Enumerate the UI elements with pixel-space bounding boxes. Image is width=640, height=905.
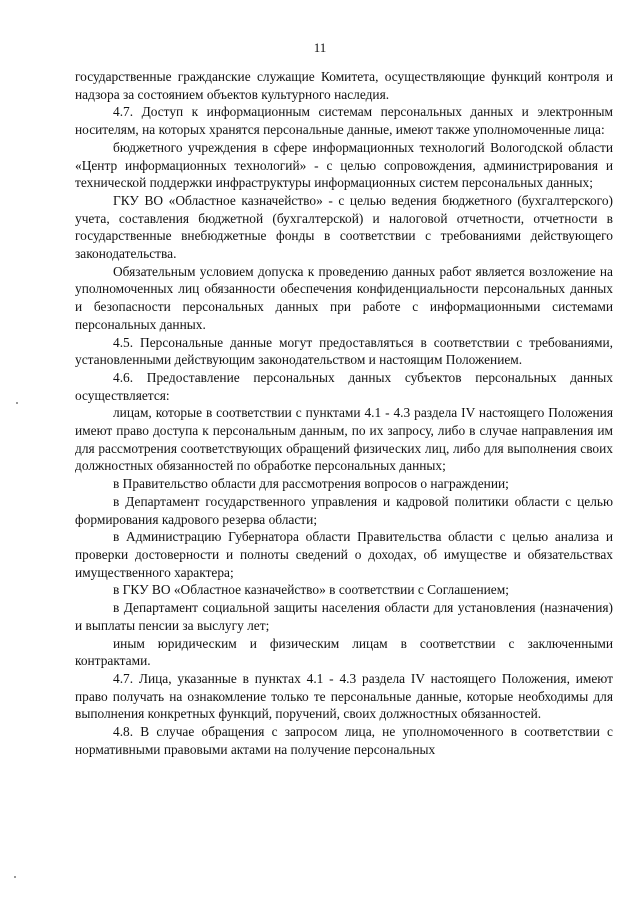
paragraph-other-persons: иным юридическим и физическим лицам в соответствии с заключенными контрактами. [75, 635, 613, 669]
paragraph-social-protection: в Департамент социальной защиты населения области для установления (назначения) и выплаты пенсии за выслугу лет; [75, 600, 613, 633]
paragraph-administration: в Администрацию Губернатора области Правительства области с целью анализа и проверки достоверности и полноты сведений о доходах, об имуществе и обязательствах имущественного характера; [75, 529, 613, 580]
paragraph-government: в Правительство области для рассмотрения вопросов о награждении; [113, 476, 509, 492]
paragraph-4-6: 4.6. Предоставление персональных данных субъектов персональных данных осуществляется: [75, 369, 613, 403]
body-text [75, 68, 613, 758]
page-number: 11 [313, 40, 327, 55]
paragraph-department-management: в Департамент государственного управления и кадровой политики области с целью формирования кадрового резерва области; [75, 493, 613, 527]
paragraph-persons-access: лицам, которые в соответствии с пунктами 4.1 - 4.3 раздела IV настоящего Положения имеют право доступа к персональным данным, по их запросу, либо в случае направления им для рассмотрения соответствующих обращений физических лиц, либо для выполнения своих должностных обязанностей по обработке персональных данных; [75, 405, 613, 474]
paragraph-4-8: 4.8. В случае обращения с запросом лица, не уполномоченного в соответствии с нормативными правовыми актами на получение персональных [75, 724, 613, 757]
paragraph-4-7-access: 4.7. Доступ к информационным системам персональных данных и электронным носителям, на которых хранятся персональные данные, имеют также уполномоченные лица: [75, 104, 613, 138]
margin-dot [16, 402, 18, 404]
paragraph-4-7-persons: 4.7. Лица, указанные в пунктах 4.1 - 4.3 раздела IV настоящего Положения, имеют право получать на ознакомление только те персональные данные, которые необходимы для выполнения конкретных функций, поручений, своих должностных обязанностей. [75, 670, 613, 722]
paragraph-4-5: 4.5. Персональные данные могут предоставляться в соответствии с требованиями, установленными действующим законодательством и настоящим Положением. [75, 334, 613, 368]
paragraph-budget-institution: бюджетного учреждения в сфере информационных технологий Вологодской области «Центр информационных технологий» - с целью сопровождения, администрирования и технической поддержки инфраструктуры информационных систем персональных данных; [75, 139, 613, 191]
paragraph-treasury: ГКУ ВО «Областное казначейство» - с целью ведения бюджетного (бухгалтерского) учета, составления бюджетной (бухгалтерской) и налоговой отчетности, отчетности в государственные внебюджетные фонды в соответствии с требованиями действующего законодательства. [75, 192, 613, 262]
paragraph-treasury-agreement: в ГКУ ВО «Областное казначейство» в соответствии с Соглашением; [113, 582, 509, 598]
paragraph-continuation: государственные гражданские служащие Комитета, осуществляющие функций контроля и надзора за состоянием объектов культурного наследия. [75, 69, 613, 102]
margin-dot [14, 876, 16, 878]
paragraph-mandatory-condition: Обязательным условием допуска к проведению данных работ является возложение на уполномоченных лиц обязанности обеспечения конфиденциальности персональных данных и безопасности персональных данных при работе с информационными системами персональных данных. [75, 263, 613, 332]
